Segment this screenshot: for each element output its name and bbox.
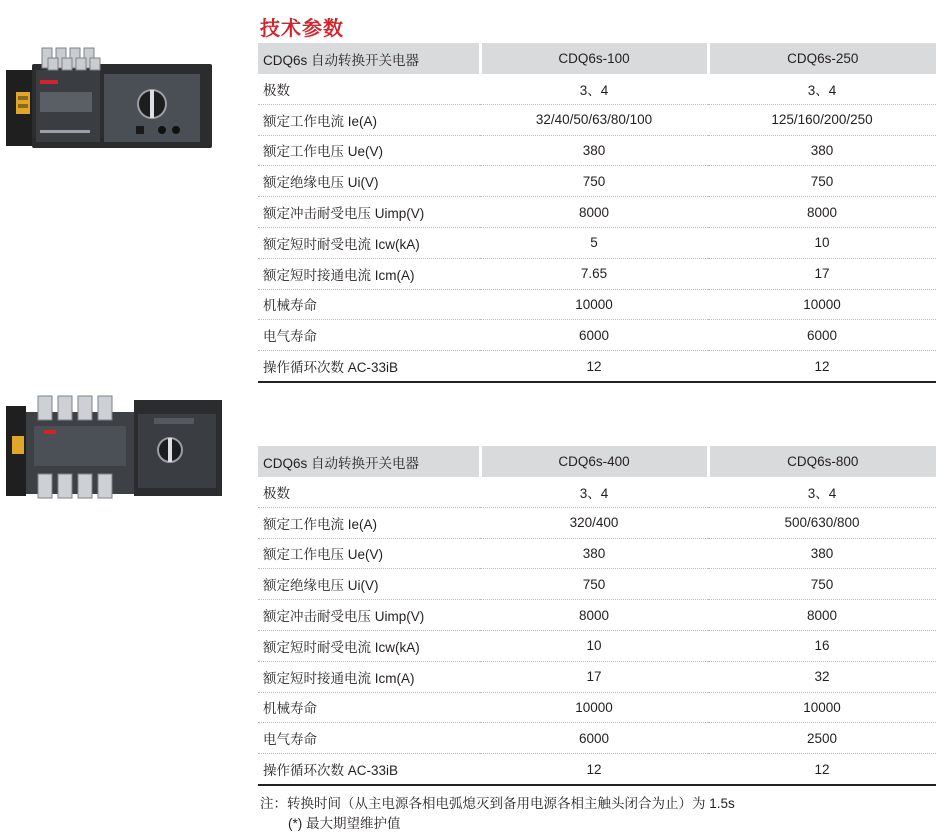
param-name: 额定绝缘电压 Ui(V)	[258, 569, 480, 600]
table-row	[258, 351, 936, 382]
transfer-time-note: 注：转换时间（从主电源各相电弧熄灭到备用电源各相主触头闭合为止）为 1.5s	[260, 796, 735, 811]
table-row	[258, 569, 936, 600]
param-value: 6000	[480, 320, 708, 351]
param-name: 额定短时接通电流 Icm(A)	[258, 258, 480, 289]
param-value: 750	[480, 569, 708, 600]
param-name: 额定工作电流 Ie(A)	[258, 507, 480, 538]
param-value: 8000	[708, 600, 936, 631]
table-row	[258, 692, 936, 723]
product-image-cdq6s-100	[4, 44, 234, 154]
param-name: 极数	[258, 74, 480, 104]
param-value: 5	[480, 227, 708, 258]
table-row	[258, 227, 936, 258]
param-name: 额定冲击耐受电压 Uimp(V)	[258, 197, 480, 228]
param-name: 电气寿命	[258, 723, 480, 754]
header-cell: CDQ6s-100	[480, 43, 708, 74]
table-row	[258, 74, 936, 104]
param-value: 3、4	[708, 74, 936, 104]
table-row	[258, 166, 936, 197]
param-value: 10000	[480, 289, 708, 320]
param-value: 2500	[708, 723, 936, 754]
table-row	[258, 320, 936, 351]
header-cell: CDQ6s-250	[708, 43, 936, 74]
param-value: 10	[480, 630, 708, 661]
param-name: 额定工作电流 Ie(A)	[258, 104, 480, 135]
param-value: 8000	[708, 197, 936, 228]
param-name: 额定短时耐受电流 Icw(kA)	[258, 630, 480, 661]
table-header-row	[258, 43, 936, 74]
table-row	[258, 104, 936, 135]
param-value: 12	[480, 351, 708, 382]
param-name: 电气寿命	[258, 320, 480, 351]
param-value: 320/400	[480, 507, 708, 538]
param-name: 操作循环次数 AC-33iB	[258, 351, 480, 382]
param-name: 额定工作电压 Ue(V)	[258, 135, 480, 166]
table-row	[258, 661, 936, 692]
param-value: 16	[708, 630, 936, 661]
param-value: 500/630/800	[708, 507, 936, 538]
table-row	[258, 630, 936, 661]
param-name: 操作循环次数 AC-33iB	[258, 754, 480, 785]
table-row	[258, 600, 936, 631]
spec-table-400-800	[258, 446, 936, 786]
param-value: 750	[708, 166, 936, 197]
param-value: 6000	[708, 320, 936, 351]
section-title: 技术参数	[260, 18, 344, 40]
param-value: 380	[480, 538, 708, 569]
param-value: 32	[708, 661, 936, 692]
param-name: 极数	[258, 477, 480, 507]
table-row	[258, 289, 936, 320]
param-value: 12	[708, 754, 936, 785]
table-row	[258, 258, 936, 289]
param-value: 750	[480, 166, 708, 197]
param-value: 7.65	[480, 258, 708, 289]
param-value: 17	[480, 661, 708, 692]
table-row	[258, 507, 936, 538]
param-value: 10000	[708, 289, 936, 320]
header-cell: CDQ6s 自动转换开关电器	[258, 446, 480, 477]
header-cell: CDQ6s-800	[708, 446, 936, 477]
param-value: 3、4	[708, 477, 936, 507]
param-value: 10	[708, 227, 936, 258]
table-row	[258, 135, 936, 166]
param-value: 3、4	[480, 74, 708, 104]
table-row	[258, 538, 936, 569]
param-value: 380	[480, 135, 708, 166]
param-value: 8000	[480, 600, 708, 631]
table-row	[258, 477, 936, 507]
param-name: 额定冲击耐受电压 Uimp(V)	[258, 600, 480, 631]
param-value: 380	[708, 538, 936, 569]
table-row	[258, 754, 936, 785]
param-value: 12	[708, 351, 936, 382]
param-name: 机械寿命	[258, 289, 480, 320]
param-name: 额定短时耐受电流 Icw(kA)	[258, 227, 480, 258]
param-value: 8000	[480, 197, 708, 228]
param-value: 10000	[708, 692, 936, 723]
param-value: 32/40/50/63/80/100	[480, 104, 708, 135]
header-cell: CDQ6s 自动转换开关电器	[258, 43, 480, 74]
header-cell: CDQ6s-400	[480, 446, 708, 477]
table-header-row	[258, 446, 936, 477]
param-name: 机械寿命	[258, 692, 480, 723]
param-name: 额定短时接通电流 Icm(A)	[258, 661, 480, 692]
param-value: 125/160/200/250	[708, 104, 936, 135]
param-value: 380	[708, 135, 936, 166]
param-value: 12	[480, 754, 708, 785]
spec-table-100-250	[258, 43, 936, 383]
param-value: 750	[708, 569, 936, 600]
param-value: 3、4	[480, 477, 708, 507]
param-value: 17	[708, 258, 936, 289]
table-row	[258, 723, 936, 754]
param-value: 6000	[480, 723, 708, 754]
product-image-cdq6s-400	[4, 392, 234, 502]
param-value: 10000	[480, 692, 708, 723]
param-name: 额定工作电压 Ue(V)	[258, 538, 480, 569]
maintenance-note: (*) 最大期望维护值	[288, 816, 401, 831]
table-row	[258, 197, 936, 228]
param-name: 额定绝缘电压 Ui(V)	[258, 166, 480, 197]
